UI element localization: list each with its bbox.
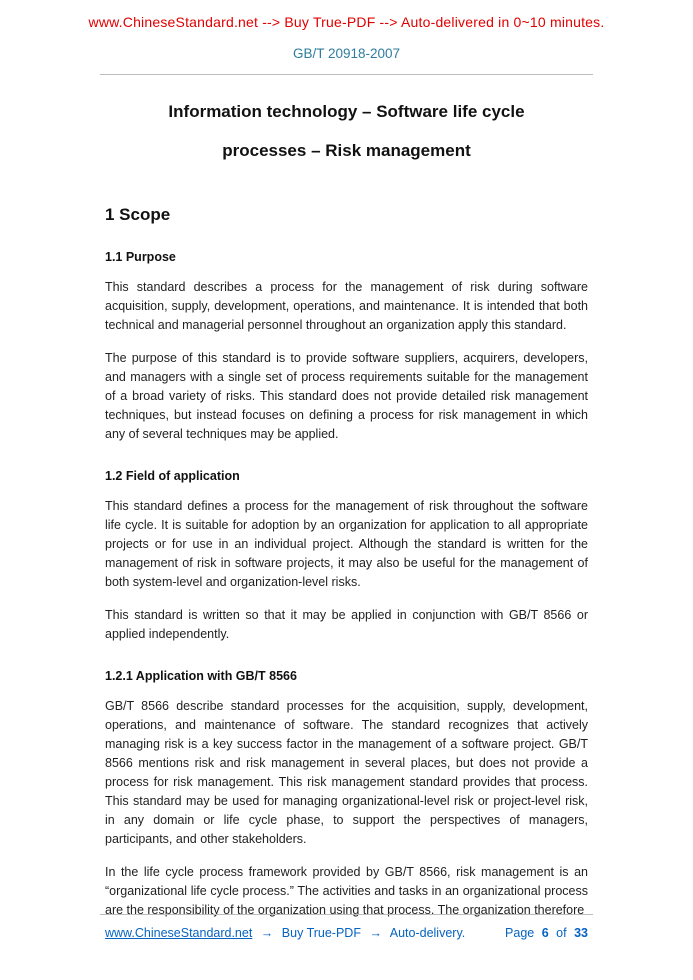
- right-arrow-icon: →: [369, 926, 382, 940]
- document-title-line1: Information technology – Software life cycle: [168, 102, 525, 121]
- paragraph: In the life cycle process framework provided by GB/T 8566, risk management is an “organizational life cycle process.” The activities and tasks in an organizational process are the responsibility of the organization using that process. The organization therefore: [105, 865, 588, 917]
- paragraph: GB/T 8566 describe standard processes for the acquisition, supply, development, operations, and maintenance of software. The standard recognizes that actively managing risk is a key success factor in the management of a software project. GB/T 8566 mentions risk and risk management in several places, but does not provide a process for risk management. This risk management standard provides that process. This standard may be used for managing organizational-level risk or project-level risk, in any domain or life cycle phase, to support the perspectives of managers, participants, and other stakeholders.: [105, 699, 588, 846]
- right-arrow-icon: →: [260, 926, 274, 940]
- total-page-number: 33: [574, 926, 588, 940]
- subsection-heading-application-with-gbt8566: 1.2.1 Application with GB/T 8566: [105, 669, 297, 683]
- footer-buy-text: Buy True-PDF: [281, 926, 361, 940]
- header-divider: [100, 74, 593, 75]
- footer-links: [105, 926, 470, 940]
- document-title-line2: processes – Risk management: [222, 141, 471, 160]
- document-title: [105, 102, 588, 161]
- standard-code: GB/T 20918-2007: [292, 46, 401, 61]
- footer-site-link[interactable]: www.ChineseStandard.net: [105, 926, 253, 940]
- subsection-heading-field-of-application: 1.2 Field of application: [105, 469, 240, 483]
- paragraph: This standard defines a process for the management of risk throughout the software life cycle. It is suitable for adoption by an organization for application to all appropriate projects or for use in an individual project. Although the standard is written for the management of risk in software projects, it may also be useful for the management of both system-level and organization-level risks.: [105, 499, 588, 589]
- page-label: Page: [505, 926, 535, 940]
- of-label: of: [556, 926, 567, 940]
- footer-divider: [100, 914, 593, 915]
- page-content: [105, 102, 588, 920]
- section-heading-scope: 1 Scope: [105, 205, 171, 224]
- paragraph: This standard describes a process for the management of risk during software acquisition, supply, development, operations, and maintenance. It is intended that both technical and managerial personnel throughout an organization apply this standard.: [105, 280, 588, 332]
- paragraph: This standard is written so that it may be applied in conjunction with GB/T 8566 or applied independently.: [105, 608, 588, 641]
- page-indicator: [501, 926, 588, 940]
- paragraph: The purpose of this standard is to provide software suppliers, acquirers, developers, and managers with a single set of process requirements suitable for the management of a broad variety of risks. This standard does not provide detailed risk management techniques, but instead focuses on defining a process for risk management in which any of several techniques may be applied.: [105, 351, 588, 441]
- current-page-number: 6: [541, 926, 549, 940]
- page-footer: [105, 914, 588, 940]
- promo-banner: www.ChineseStandard.net --> Buy True-PDF --> Auto-delivered in 0~10 minutes.: [88, 14, 605, 30]
- subsection-heading-purpose: 1.1 Purpose: [105, 250, 176, 264]
- footer-delivery-text: Auto-delivery.: [389, 926, 466, 940]
